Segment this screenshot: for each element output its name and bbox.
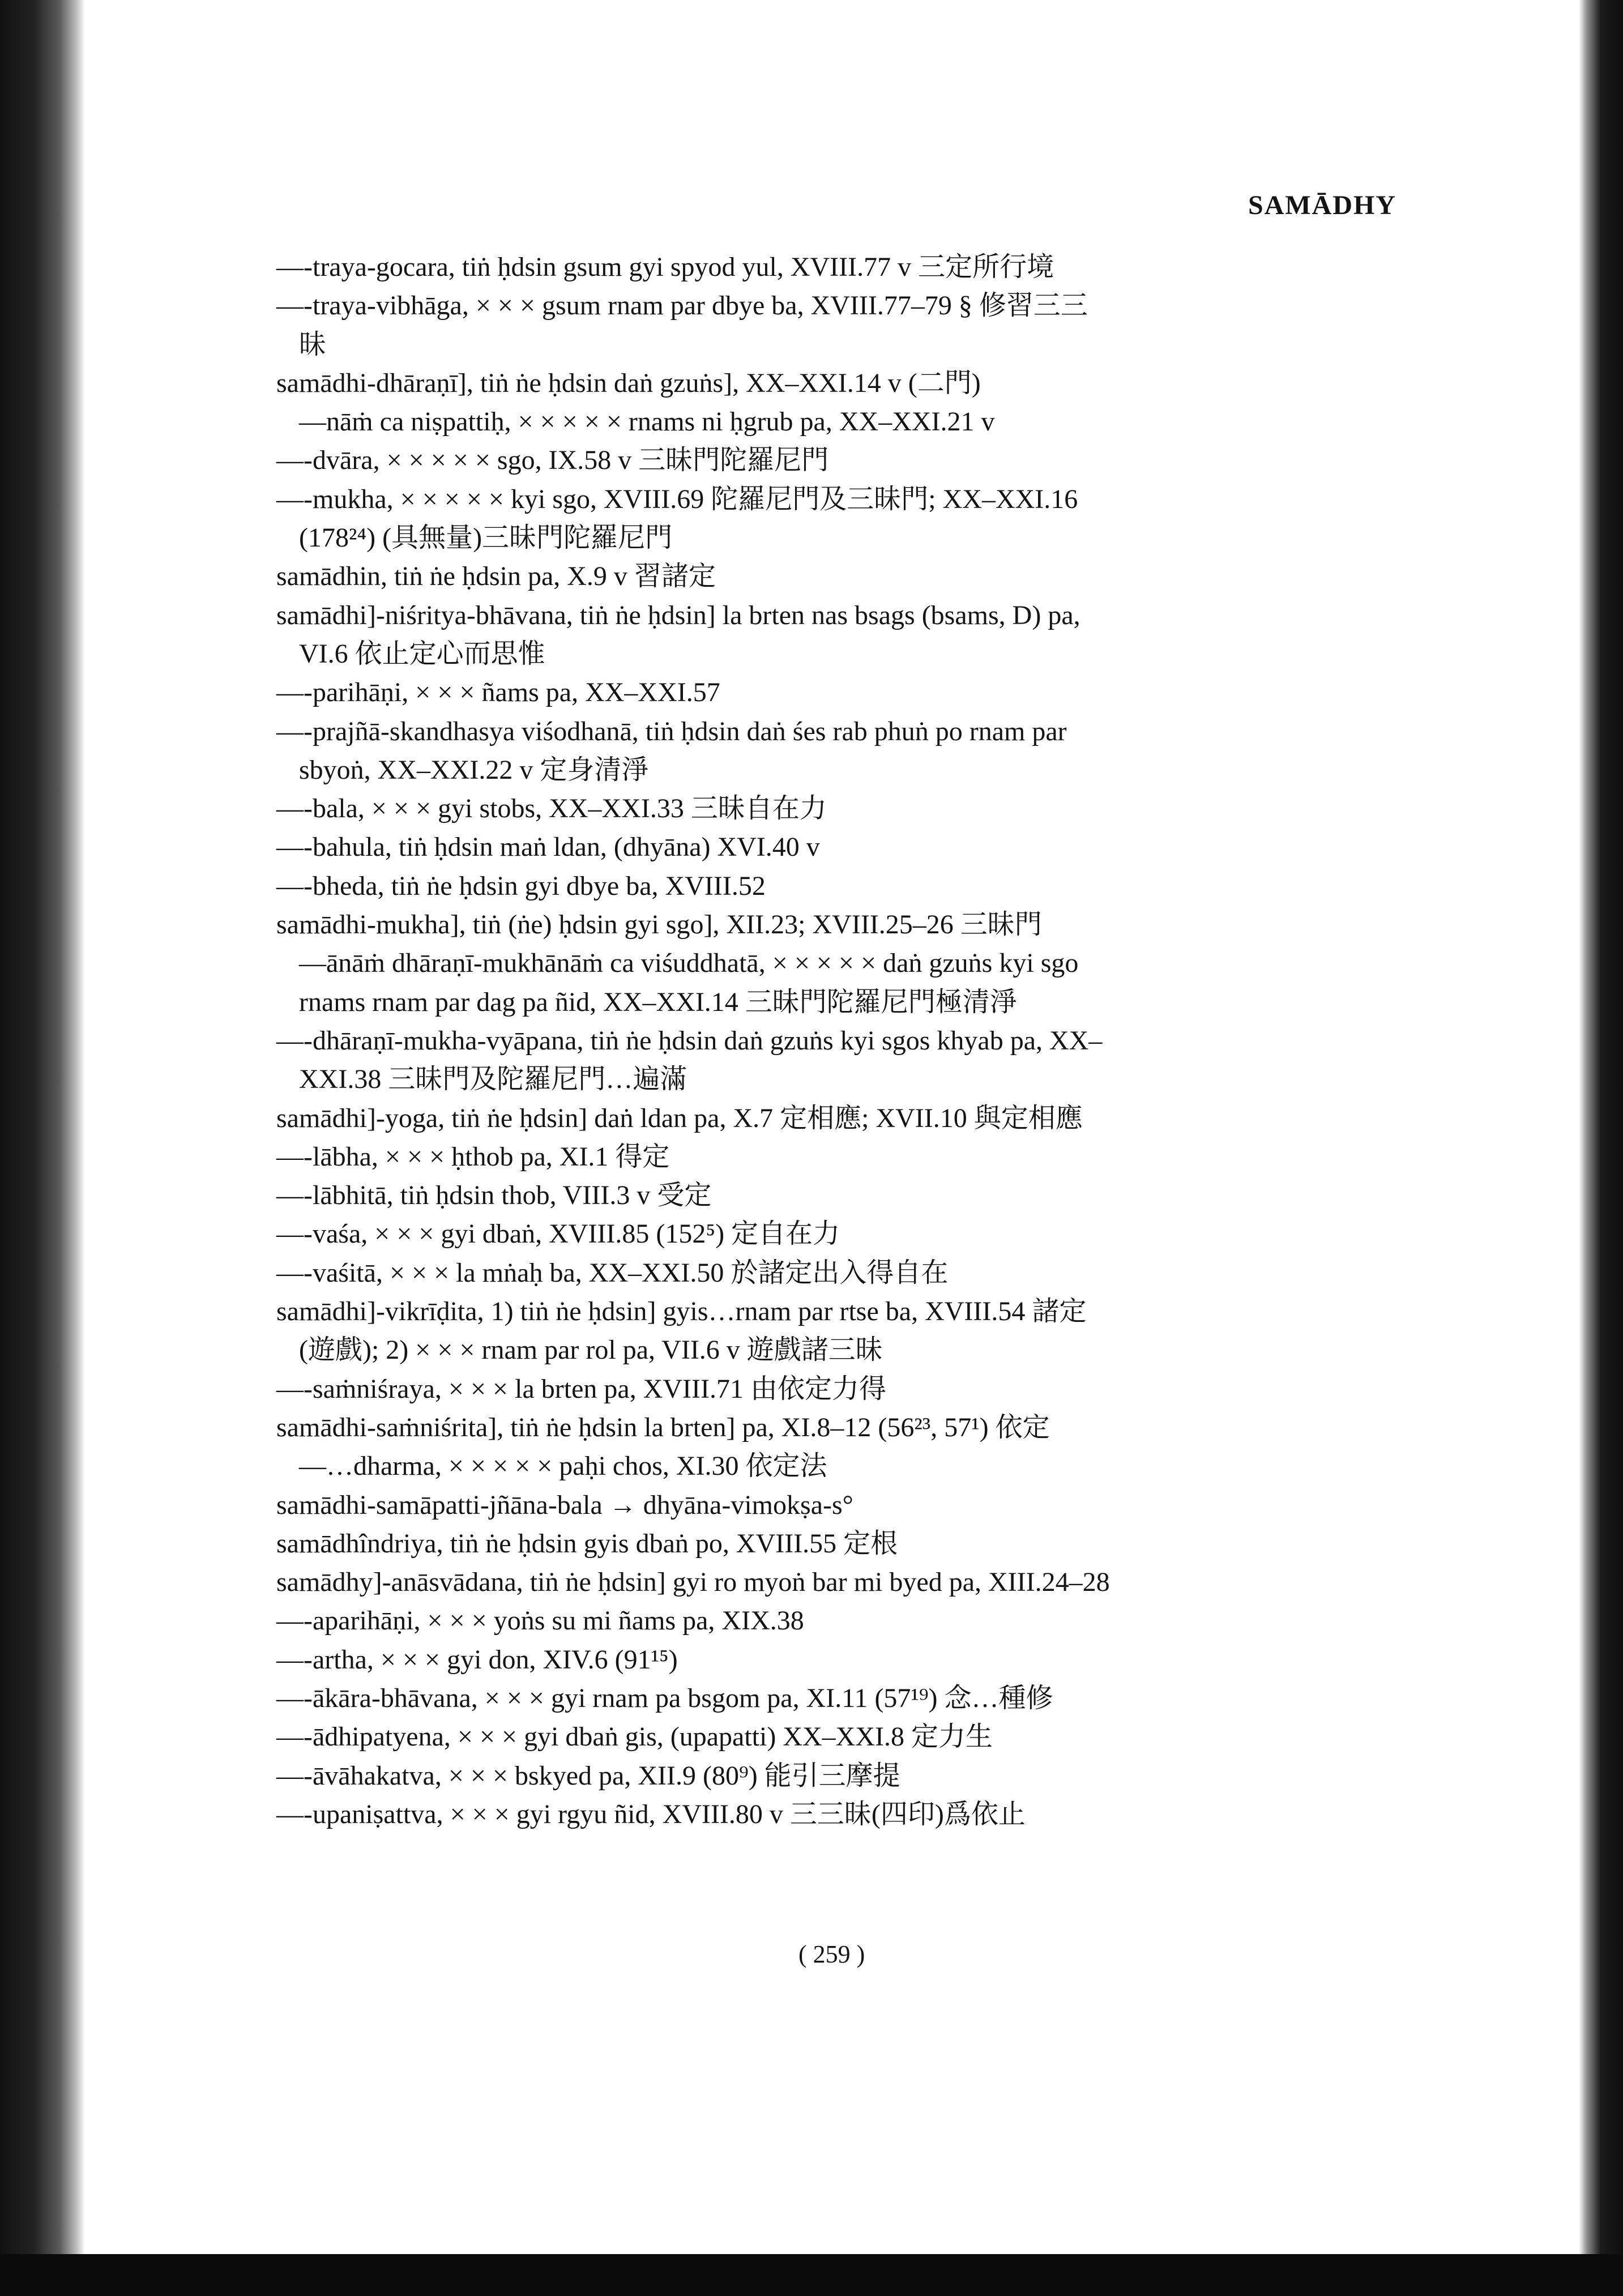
entry-line: (遊戲); 2) × × × rnam par rol pa, VII.6 v 遊戲諸三昧 bbox=[299, 1335, 883, 1365]
entry-line: —-traya-gocara, tiṅ ḥdsin gsum gyi spyod yul, XVIII.77 v 三定所行境 bbox=[276, 252, 1054, 282]
entry-line: —-artha, × × × gyi don, XIV.6 (91¹⁵) bbox=[276, 1644, 678, 1675]
entry-line: samādhi-samāpatti-jñāna-bala → dhyāna-vimokṣa-s° bbox=[276, 1490, 853, 1520]
entry-line: —-dhāraṇī-mukha-vyāpana, tiṅ ṅe ḥdsin daṅ gzuṅs kyi sgos khyab pa, XX– bbox=[276, 1025, 1103, 1056]
entry-line: —-ākāra-bhāvana, × × × gyi rnam pa bsgom pa, XI.11 (57¹⁹) 念…種修 bbox=[276, 1683, 1053, 1713]
scan-right-border bbox=[1579, 0, 1623, 2254]
scan-bottom-border bbox=[0, 2254, 1623, 2296]
entry-line: rnams rnam par dag pa ñid, XX–XXI.14 三昧門陀羅尼門極清淨 bbox=[299, 987, 1017, 1017]
entry-line: —-mukha, × × × × × kyi sgo, XVIII.69 陀羅尼門及三昧門; XX–XXI.16 bbox=[276, 484, 1078, 514]
entry-line: samādhi]-niśritya-bhāvana, tiṅ ṅe ḥdsin] la brten nas bsags (bsams, D) pa, bbox=[276, 600, 1080, 630]
entry-line: —-lābhitā, tiṅ ḥdsin thob, VIII.3 v 受定 bbox=[276, 1180, 712, 1211]
entry-line: samādhy]-anāsvādana, tiṅ ṅe ḥdsin] gyi ro myoṅ bar mi byed pa, XIII.24–28 bbox=[276, 1567, 1110, 1598]
running-head: SAMĀDHY bbox=[1248, 190, 1396, 220]
entry-line: —nāṁ ca niṣpattiḥ, × × × × × rnams ni ḥgrub pa, XX–XXI.21 v bbox=[299, 407, 995, 437]
scan-left-border bbox=[0, 0, 85, 2296]
entry-line: samādhin, tiṅ ṅe ḥdsin pa, X.9 v 習諸定 bbox=[276, 561, 716, 592]
entry-line: samādhi-dhāraṇī], tiṅ ṅe ḥdsin daṅ gzuṅs], XX–XXI.14 v (二門) bbox=[276, 368, 981, 398]
entry-line: 昧 bbox=[299, 329, 327, 360]
entry-line: —-parihāṇi, × × × ñams pa, XX–XXI.57 bbox=[276, 677, 720, 708]
entry-line: —-bala, × × × gyi stobs, XX–XXI.33 三昧自在力 bbox=[276, 793, 827, 824]
entry-line: (178²⁴) (具無量)三昧門陀羅尼門 bbox=[299, 523, 673, 553]
entry-line: —-dvāra, × × × × × sgo, IX.58 v 三昧門陀羅尼門 bbox=[276, 445, 829, 476]
entry-line: —-vaśitā, × × × la mṅaḥ ba, XX–XXI.50 於諸定出入得自在 bbox=[276, 1257, 949, 1288]
entry-line: —-āvāhakatva, × × × bskyed pa, XII.9 (80⁹) 能引三摩提 bbox=[276, 1760, 900, 1791]
entry-line: samādhi-saṁniśrita], tiṅ ṅe ḥdsin la brten] pa, XI.8–12 (56²³, 57¹) 依定 bbox=[276, 1412, 1050, 1443]
entry-line: —-prajñā-skandhasya viśodhanā, tiṅ ḥdsin daṅ śes rab phuṅ po rnam par bbox=[276, 716, 1067, 746]
entry-line: XXI.38 三昧門及陀羅尼門…遍滿 bbox=[299, 1064, 687, 1095]
entry-line: samādhi]-yoga, tiṅ ṅe ḥdsin] daṅ ldan pa, X.7 定相應; XVII.10 與定相應 bbox=[276, 1103, 1083, 1133]
entry-line: —-bahula, tiṅ ḥdsin maṅ ldan, (dhyāna) XVI.40 v bbox=[276, 832, 820, 863]
entry-line: —-saṁniśraya, × × × la brten pa, XVIII.71 由依定力得 bbox=[276, 1373, 886, 1404]
entry-line: —…dharma, × × × × × paḥi chos, XI.30 依定法 bbox=[299, 1451, 827, 1482]
entry-line: sbyoṅ, XX–XXI.22 v 定身清淨 bbox=[299, 754, 649, 785]
entry-line: samādhîndriya, tiṅ ṅe ḥdsin gyis dbaṅ po, XVIII.55 定根 bbox=[276, 1528, 898, 1559]
entry-line: VI.6 依止定心而思惟 bbox=[299, 638, 545, 669]
entry-line: —-bheda, tiṅ ṅe ḥdsin gyi dbye ba, XVIII.52 bbox=[276, 870, 766, 901]
dictionary-entries bbox=[276, 248, 1398, 1834]
page-number: ( 259 ) bbox=[798, 1940, 865, 1968]
entry-line: —ānāṁ dhāraṇī-mukhānāṁ ca viśuddhatā, × × × × × daṅ gzuṅs kyi sgo bbox=[299, 948, 1079, 979]
entry-line: —-aparihāṇi, × × × yoṅs su mi ñams pa, XIX.38 bbox=[276, 1606, 804, 1636]
entry-line: samādhi-mukha], tiṅ (ṅe) ḥdsin gyi sgo], XII.23; XVIII.25–26 三昧門 bbox=[276, 910, 1042, 940]
entry-line: samādhi]-vikrīḍita, 1) tiṅ ṅe ḥdsin] gyis…rnam par rtse ba, XVIII.54 諸定 bbox=[276, 1296, 1087, 1327]
entry-line: —-ādhipatyena, × × × gyi dbaṅ gis, (upapatti) XX–XXI.8 定力生 bbox=[276, 1722, 993, 1752]
entry-line: —-lābha, × × × ḥthob pa, XI.1 得定 bbox=[276, 1141, 670, 1172]
entry-line: —-upaniṣattva, × × × gyi rgyu ñid, XVIII.80 v 三三昧(四印)爲依止 bbox=[276, 1799, 1026, 1829]
entry-line: —-traya-vibhāga, × × × gsum rnam par dbye ba, XVIII.77–79 § 修習三三 bbox=[276, 291, 1088, 321]
entry-line: —-vaśa, × × × gyi dbaṅ, XVIII.85 (152⁵) 定自在力 bbox=[276, 1219, 840, 1249]
